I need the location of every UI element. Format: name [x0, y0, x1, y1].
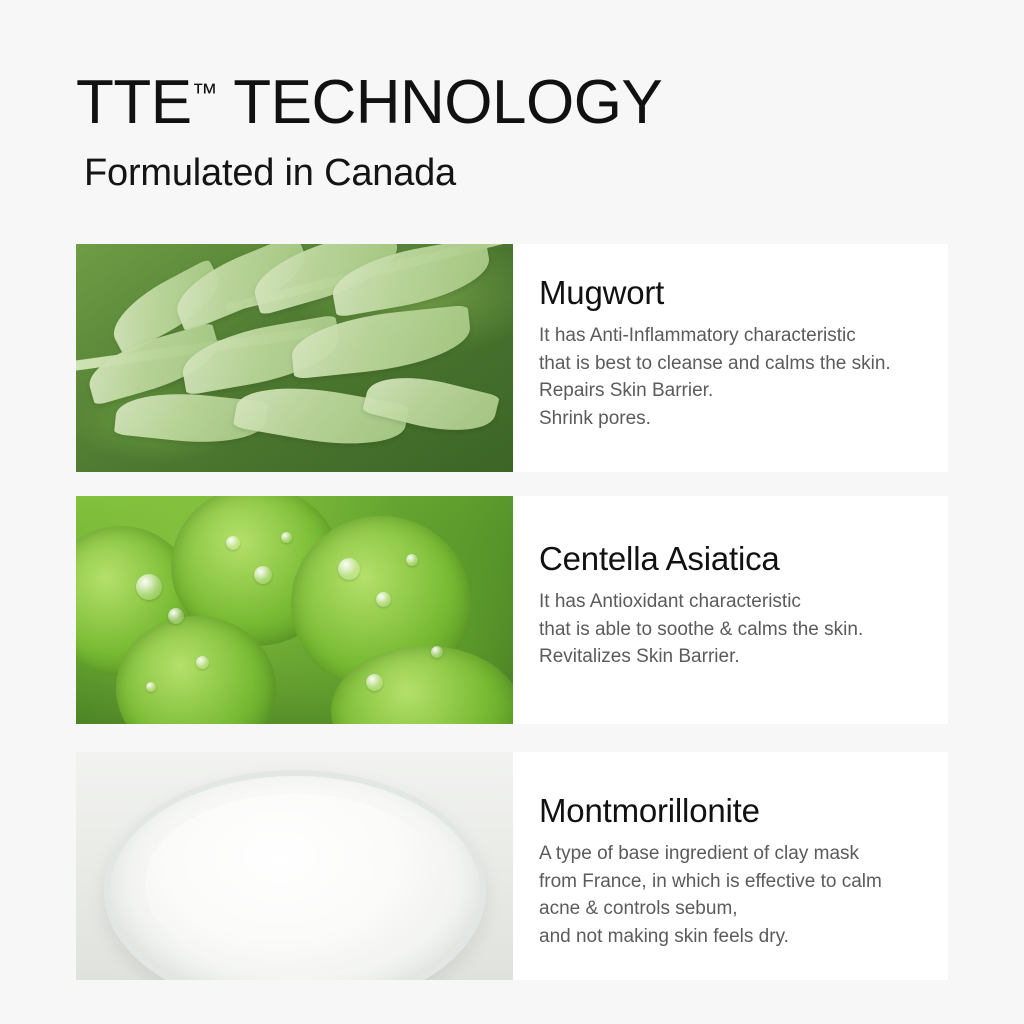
desc-line: acne & controls sebum,: [539, 898, 738, 920]
desc-line: It has Antioxidant characteristic: [539, 591, 801, 612]
desc-line: that is able to soothe & calms the skin.: [539, 618, 864, 640]
page-title-main: TTE: [76, 68, 192, 137]
desc-line: that is best to cleanse and calms the skin.: [539, 352, 891, 374]
desc-line: and not making skin feels dry.: [539, 925, 789, 947]
desc-line: Shrink pores.: [539, 407, 651, 429]
ingredient-card-centella: [76, 496, 948, 724]
ingredient-description-centella: [539, 588, 918, 671]
ingredient-card-mugwort: [76, 244, 948, 472]
ingredient-description-montmorillonite: [539, 840, 918, 950]
desc-line: Repairs Skin Barrier.: [539, 380, 714, 402]
ingredient-title-centella: Centella Asiatica: [539, 540, 780, 577]
centella-image: [76, 496, 513, 724]
ingredient-card-montmorillonite: [76, 752, 948, 980]
mugwort-image: [76, 244, 513, 472]
centella-content: [513, 496, 948, 724]
heading-block: [76, 68, 976, 195]
desc-line: from France, in which is effective to calm: [539, 870, 882, 892]
trademark-symbol: ™: [191, 77, 218, 108]
ingredient-title-mugwort: Mugwort: [539, 274, 665, 311]
page-title: [76, 68, 976, 137]
clay-powder: [145, 794, 445, 974]
desc-line: A type of base ingredient of clay mask: [539, 843, 860, 864]
page-title-rest: TECHNOLOGY: [217, 68, 663, 137]
desc-line: It has Anti-Inflammatory characteristic: [539, 325, 856, 346]
ingredient-title-montmorillonite: Montmorillonite: [539, 792, 760, 829]
ingredient-description-mugwort: [539, 322, 918, 432]
page-subtitle: Formulated in Canada: [84, 152, 456, 194]
montmorillonite-content: [513, 752, 948, 980]
desc-line: Revitalizes Skin Barrier.: [539, 646, 740, 668]
montmorillonite-image: [76, 752, 513, 980]
mugwort-content: [513, 244, 948, 472]
